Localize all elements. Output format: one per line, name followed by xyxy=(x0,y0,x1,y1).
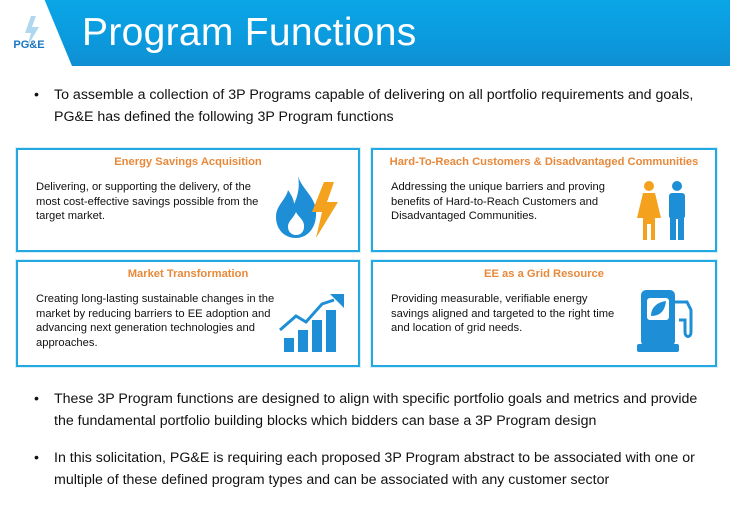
card-text: Creating long-lasting sustainable changes in the market by reducing barriers to EE adoption and advancing next generation technologies and approaches. xyxy=(36,293,275,349)
intro-text: To assemble a collection of 3P Programs capable of delivering on all portfolio requirements and goals, PG&E has defined the following 3P Program functions xyxy=(54,87,694,125)
charging-station-icon xyxy=(635,286,701,356)
bullet-item xyxy=(0,388,730,432)
logo-text: PG&E xyxy=(13,39,45,51)
growth-chart-icon xyxy=(278,290,350,354)
bullet-text: These 3P Program functions are designed to align with specific portfolio goals and metrics and provide the fundamental portfolio building blocks which bidders can base a 3P Program design xyxy=(54,391,698,429)
header-bar xyxy=(0,0,730,66)
bullet-text: In this solicitation, PG&E is requiring each proposed 3P Program abstract to be associated with one or multiple of these defined program types and can be associated with any customer sector xyxy=(54,450,695,488)
bullet-dot: • xyxy=(34,87,39,103)
page-title: Program Functions xyxy=(82,11,417,54)
bullet-item xyxy=(0,447,730,491)
card-hard-to-reach xyxy=(371,148,717,252)
card-energy-savings-acquisition xyxy=(16,148,360,252)
card-text: Delivering, or supporting the delivery, of the most cost-effective savings possible from the target market. xyxy=(36,181,259,222)
card-market-transformation xyxy=(16,260,360,367)
people-icon xyxy=(635,180,693,242)
card-title: Hard-To-Reach Customers & Disadvantaged Communities xyxy=(389,156,699,168)
flame-lightning-icon xyxy=(272,172,344,242)
card-title: Energy Savings Acquisition xyxy=(114,156,262,168)
bullet-dot: • xyxy=(34,391,39,407)
card-title: EE as a Grid Resource xyxy=(483,268,604,280)
card-title: Market Transformation xyxy=(127,268,249,280)
bullet-dot: • xyxy=(34,450,39,466)
logo-container xyxy=(0,0,72,66)
card-text: Providing measurable, verifiable energy savings aligned and targeted to the right time and location of grid needs. xyxy=(391,293,615,334)
intro-bullet xyxy=(0,84,730,128)
card-ee-grid-resource xyxy=(371,260,717,367)
pge-logo xyxy=(9,13,49,53)
card-text: Addressing the unique barriers and proving benefits of Hard-to-Reach Customers and Disadvantaged Communities. xyxy=(391,181,605,222)
